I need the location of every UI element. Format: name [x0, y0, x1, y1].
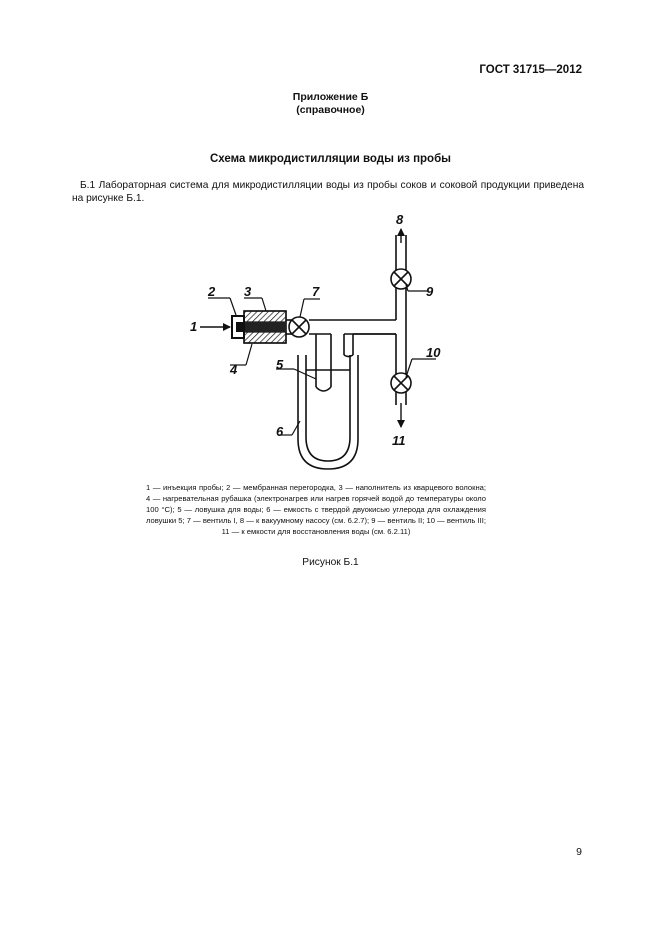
- standard-number: ГОСТ 31715—2012: [479, 64, 582, 76]
- appendix-title: Приложение Б: [292, 91, 369, 103]
- label-3: 3: [244, 284, 252, 299]
- label-7: 7: [312, 284, 320, 299]
- label-8: 8: [396, 212, 404, 227]
- dewar-vessel: [298, 355, 358, 469]
- appendix-type: (справочное): [296, 104, 365, 116]
- microdistillation-diagram: [180, 207, 470, 477]
- label-2: 2: [208, 284, 216, 299]
- page-number: 9: [576, 846, 582, 858]
- label-11: 11: [392, 433, 406, 448]
- injector-assembly: [232, 311, 286, 343]
- section-title: Схема микродистилляции воды из пробы: [209, 153, 452, 165]
- label-5: 5: [276, 357, 284, 372]
- label-4: 4: [230, 362, 238, 377]
- appendix-heading: [0, 91, 661, 117]
- leader-lines: [208, 285, 436, 435]
- label-10: 10: [426, 345, 441, 360]
- valve-9: [391, 269, 411, 289]
- valve-10: [391, 373, 411, 393]
- label-9: 9: [426, 284, 434, 299]
- label-6: 6: [276, 424, 284, 439]
- label-1: 1: [190, 319, 198, 334]
- figure-caption: 1 — инъекция пробы; 2 — мембранная перегородка, 3 — наполнитель из кварцевого волокна; 4 — нагревательная рубашка (электронагрев или нагрев горячей водой до температуры около 100 °C); 5 — ловушка для воды; 6 — емкость с твердой двуокисью углерода для охлаждения ловушки 5; 7 — вентиль I, 8 — к вакуумному насосу (см. 6.2.7); 9 — вентиль II; 10 — вентиль III; 11 — к емкости для восстановления воды (см. 6.2.11): [146, 483, 486, 536]
- body-paragraph: Б.1 Лабораторная система для микродистилляции воды из пробы соков и соковой продукции приведена на рисунке Б.1.: [72, 180, 584, 204]
- valve-7: [289, 317, 309, 337]
- figure-label: Рисунок Б.1: [302, 557, 359, 568]
